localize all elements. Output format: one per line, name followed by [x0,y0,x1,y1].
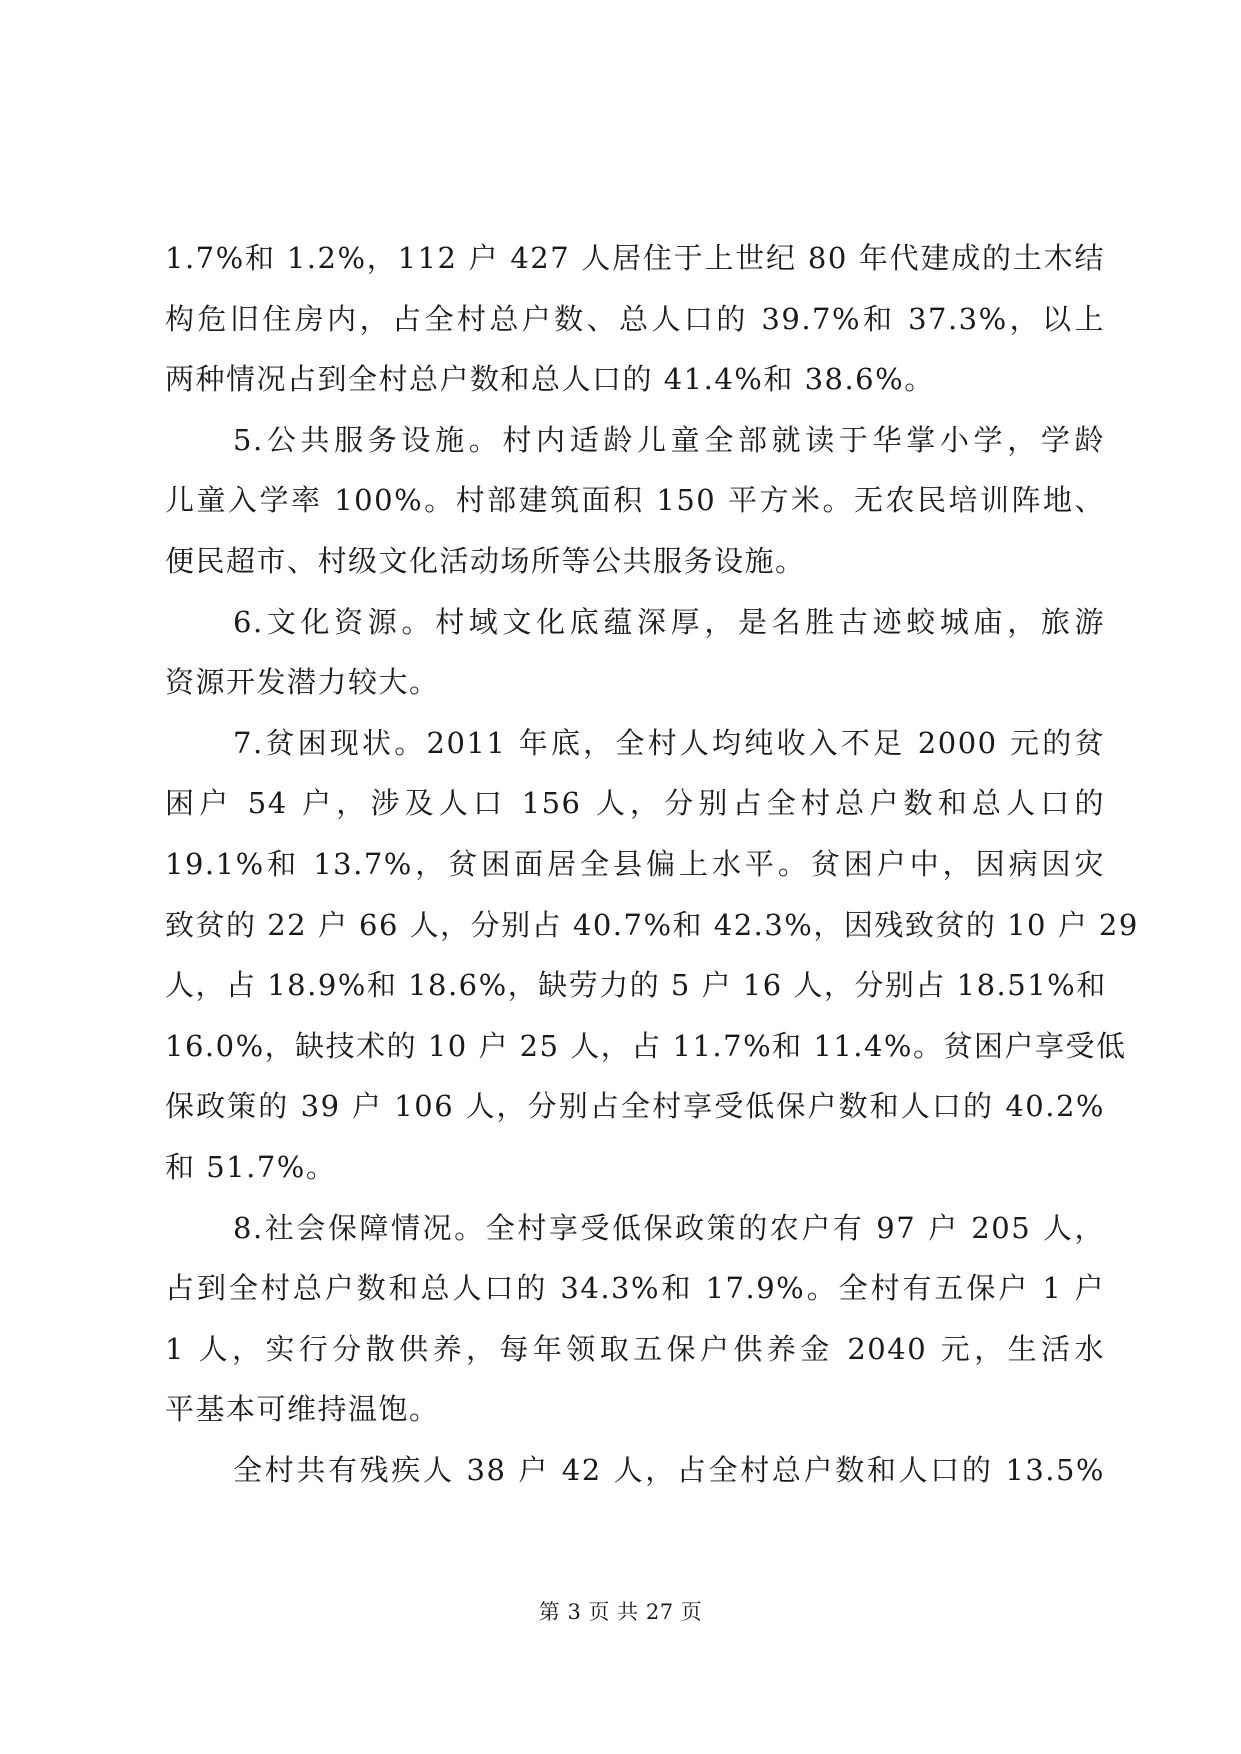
text-line: 儿童入学率 100%。村部建筑面积 150 平方米。无农民培训阵地、 [165,483,1105,518]
text-line: 1 人，实行分散供养，每年领取五保户供养金 2040 元，生活水 [165,1331,1105,1366]
text-line: 两种情况占到全村总户数和总人口的 41.4%和 38.6%。 [165,362,935,397]
text-line: 和 51.7%。 [165,1149,337,1184]
text-line: 人，占 18.9%和 18.6%，缺劳力的 5 户 16 人，分别占 18.51%和 [165,968,1107,1003]
text-line: 致贫的 22 户 66 人，分别占 40.7%和 42.3%，因残致贫的 10 户 29 [165,907,1139,942]
paragraph-start-line: 5.公共服务设施。村内适龄儿童全部就读于华掌小学，学龄 [233,422,1105,457]
paragraph-start-line: 6.文化资源。村域文化底蕴深厚，是名胜古迹蛟城庙，旅游 [233,604,1105,639]
text-line: 保政策的 39 户 106 人，分别占全村享受低保户数和人口的 40.2% [165,1089,1105,1124]
page-number-footer: 第 3 页 共 27 页 [538,1600,703,1624]
text-line: 平基本可维持温饱。 [165,1392,440,1427]
text-line: 便民超市、村级文化活动场所等公共服务设施。 [165,543,806,578]
text-line: 16.0%，缺技术的 10 户 25 人，占 11.7%和 11.4%。贫困户享受低 [165,1028,1127,1063]
text-line: 困户 54 户，涉及人口 156 人，分别占全村总户数和总人口的 [165,786,1105,821]
paragraph-start-line: 8.社会保障情况。全村享受低保政策的农户有 97 户 205 人， [233,1210,1105,1245]
text-line: 占到全村总户数和总人口的 34.3%和 17.9%。全村有五保户 1 户 [165,1271,1105,1306]
document-body [165,228,1139,1500]
paragraph-start-line: 全村共有残疾人 38 户 42 人，占全村总户数和人口的 13.5% [233,1452,1105,1487]
text-line: 构危旧住房内，占全村总户数、总人口的 39.7%和 37.3%，以上 [165,301,1105,336]
text-line: 19.1%和 13.7%，贫困面居全县偏上水平。贫困户中，因病因灾 [165,846,1105,881]
text-line: 1.7%和 1.2%，112 户 427 人居住于上世纪 80 年代建成的土木结 [165,241,1105,275]
paragraph-start-line: 7.贫困现状。2011 年底，全村人均纯收入不足 2000 元的贫 [233,725,1105,760]
text-line: 资源开发潜力较大。 [165,665,440,700]
